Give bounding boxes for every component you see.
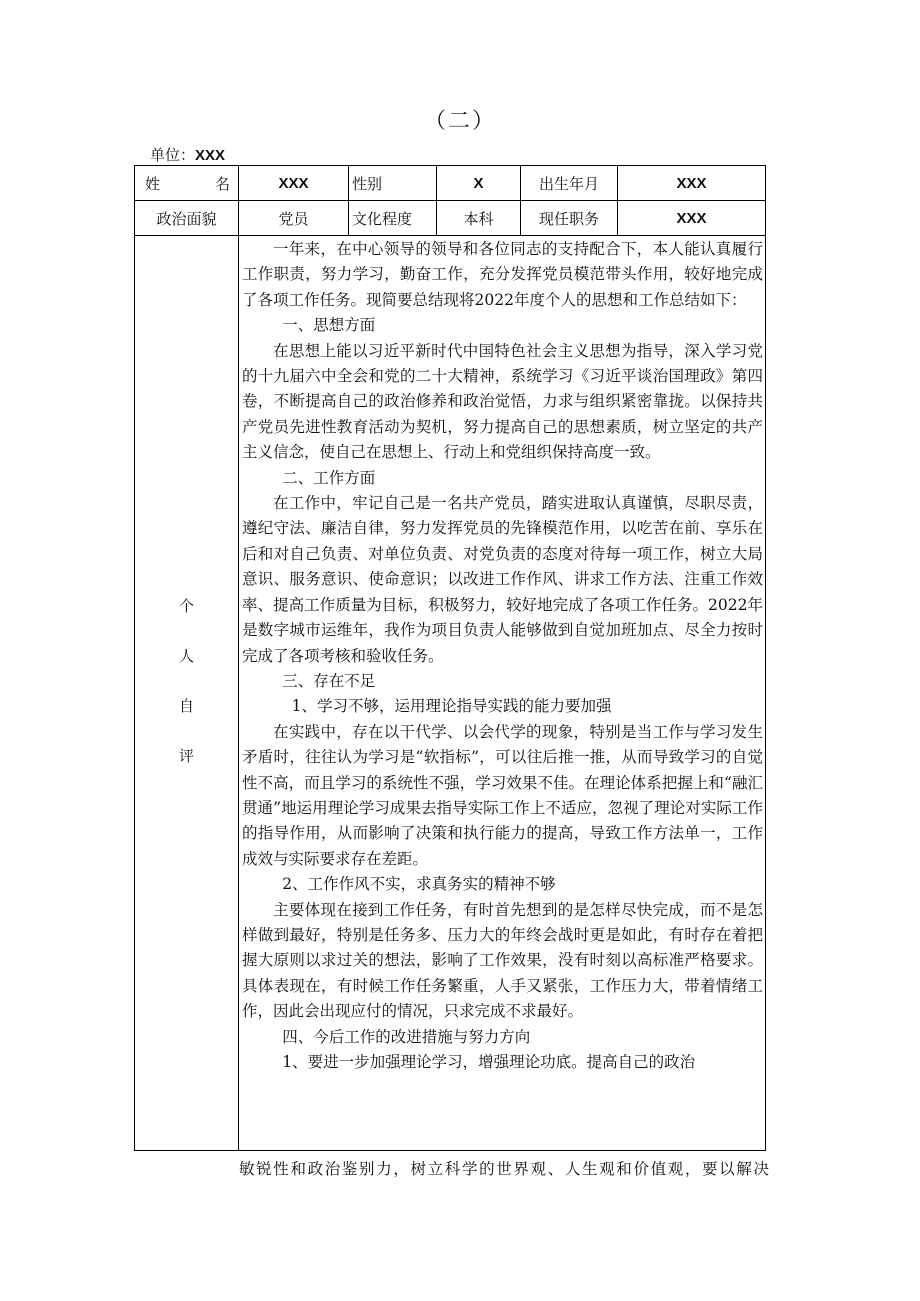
continuation-text: 敏锐性和政治鉴别力，树立科学的世界观、人生观和价值观，要以解决 xyxy=(239,1160,769,1178)
self-evaluation-text xyxy=(239,236,765,1075)
side-label-char-4: 评 xyxy=(178,747,194,765)
political-label: 政治面貌 xyxy=(135,201,239,236)
position-value: XXX xyxy=(618,201,766,236)
unit-label: 单位： xyxy=(150,146,196,164)
gender-value: X xyxy=(437,166,521,201)
section-heading: 1、要进一步加强理论学习，增强理论功底。提高自己的政治 xyxy=(282,1053,696,1071)
name-label-char-2: 名 xyxy=(214,174,230,193)
page-title: （二） xyxy=(423,109,496,134)
header-row-2 xyxy=(135,201,766,236)
side-label-char-2: 人 xyxy=(178,647,194,665)
section-heading: 1、学习不够，运用理论指导实践的能力要加强 xyxy=(291,697,612,716)
unit-value: XXX xyxy=(195,147,226,164)
section-heading: 三、存在不足 xyxy=(282,671,376,690)
evaluation-form-table xyxy=(134,165,766,1151)
section-heading: 2、工作作风不实，求真务实的精神不够 xyxy=(282,875,556,894)
section-heading: 一、思想方面 xyxy=(282,316,376,335)
education-value: 本科 xyxy=(437,201,521,236)
political-value: 党员 xyxy=(239,201,349,236)
self-evaluation-row xyxy=(135,236,766,1151)
body-paragraph: 在思想上能以习近平新时代中国特色社会主义思想为指导，深入学习党的十九届六中全会和党的二十大精神，系统学习《习近平谈治国理政》第四卷，不断提高自己的政治修养和政治觉悟，力求与组织紧密靠拢。以保持共产党员先进性教育活动为契机，努力提高自己的思想素质，树立坚定的共产主义信念，使自己在思想上、行动上和党组织保持高度一致。 xyxy=(242,341,763,462)
unit-line xyxy=(150,144,225,165)
position-label: 现任职务 xyxy=(521,201,618,236)
side-label-char-1: 个 xyxy=(178,597,194,615)
self-evaluation-content-cell xyxy=(239,236,766,1151)
side-label-char-3: 自 xyxy=(178,697,194,715)
section-heading: 四、今后工作的改进措施与努力方向 xyxy=(282,1027,531,1046)
body-paragraph: 在实践中，存在以干代学、以会代学的现象，特别是当工作与学习发生矛盾时，往往认为学习是“软指标”，可以往后推一推，从而导致学习的自觉性不高，而且学习的系统性不强，学习效果不佳。在理论体系把握上和“融汇贯通”地运用理论学习成果去指导实际工作上不适应，忽视了理论对实际工作的指导作用，从而影响了决策和执行能力的提高，导致工作方法单一，工作成效与实际要求存在差距。 xyxy=(242,722,763,868)
name-label-cell xyxy=(135,166,239,201)
birth-label: 出生年月 xyxy=(521,166,618,201)
gender-label: 性别 xyxy=(349,166,437,201)
name-label-char-1: 姓 xyxy=(145,174,161,193)
section-heading: 二、工作方面 xyxy=(282,468,376,487)
name-value: XXX xyxy=(239,166,349,201)
education-label: 文化程度 xyxy=(349,201,437,236)
body-paragraph: 一年来，在中心领导的领导和各位同志的支持配合下，本人能认真履行工作职责，努力学习，勤奋工作，充分发挥党员模范带头作用，较好地完成了各项工作任务。现简要总结现将2022年度个人的思想和工作总结如下： xyxy=(242,240,763,309)
self-evaluation-label-cell xyxy=(135,236,239,1151)
birth-value: XXX xyxy=(618,166,766,201)
header-row-1 xyxy=(135,166,766,201)
body-paragraph: 主要体现在接到工作任务，有时首先想到的是怎样尽快完成，而不是怎样做到最好，特别是任务多、压力大的年终会战时更是如此，有时存在着把握大原则以求过关的想法，影响了工作效果，没有时刻以高标准严格要求。具体表现在，有时候工作任务繁重，人手又紧张，工作压力大，带着情绪工作，因此会出现应付的情况，只求完成不求最好。 xyxy=(242,900,763,1021)
body-paragraph: 在工作中，牢记自己是一名共产党员，踏实进取认真谨慎，尽职尽责，遵纪守法、廉洁自律，努力发挥党员的先锋模范作用，以吃苦在前、享乐在后和对自己负责、对单位负责、对党负责的态度对待每一项工作，树立大局意识、服务意识、使命意识；以改进工作作风、讲求工作方法、注重工作效率、提高工作质量为目标，积极努力，较好地完成了各项工作任务。2022年是数字城市运维年，我作为项目负责人能够做到自觉加班加点、尽全力按时完成了各项考核和验收任务。 xyxy=(242,494,763,665)
